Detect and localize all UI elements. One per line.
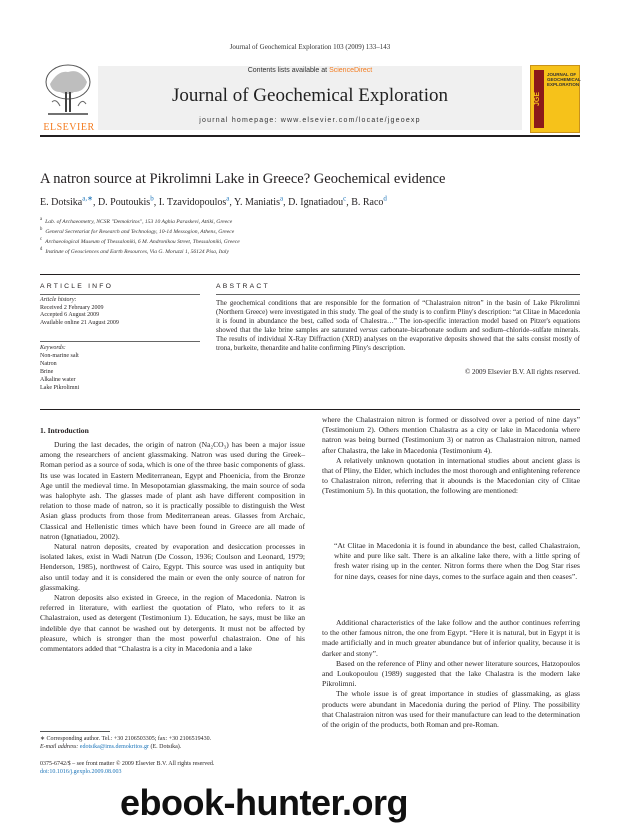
body-paragraph: where the Chalastraion nitron is formed or dissolved over a period of nine days” (Testimonium 2). Others mention Chalastra as a city or lake in Macedonia where natron was being burned (Testimonium 3) or natron as Chalastraion nitron, named after Chalastra, the lake in Macedonia (Testimonium 4).	[322, 415, 580, 455]
homepage-url[interactable]: www.elsevier.com/locate/jgeoexp	[280, 117, 421, 124]
keyword-item: Alkaline water	[40, 377, 76, 383]
abstract-rule	[216, 294, 580, 295]
abstract-text: The geochemical conditions that are responsible for the formation of “Chalastraion nitron” in the basin of Lake Pikrolimni (Northern Greece) were investigated in this study. The goal of the study is to confirm Pliny's description: “at Clitae in Macedonia it is found in abundance the best, called soda of Chalestra…” The ion-specific interaction model based on Pitzer's equations showed that the lake brine samples are saturated versus carbonate–bicarbonate sodium and sodium–chloride–sulfate minerals. The results of individual X-Ray Diffraction (XRD) analyses on the evaporative deposits showed that the salts consist mostly of trona, burkeite, thenardite and halite confirming Pliny's description.	[216, 299, 580, 352]
keywords-label: Keywords:	[40, 345, 66, 351]
header-rule	[40, 135, 580, 137]
affiliation-a: $^a$ Lab. of Archaeometry, NCSR "Demokritos", 153 10 Aghia Paraskevi, Attiki, Greece	[40, 217, 233, 225]
body-right-column	[322, 415, 580, 497]
history-label: Article history:	[40, 297, 77, 303]
info-top-rule	[40, 274, 580, 275]
sciencedirect-link[interactable]: ScienceDirect	[329, 67, 373, 74]
article-info-heading: ARTICLE INFO	[40, 283, 114, 290]
body-paragraph: The whole issue is of great importance in studies of glassmaking, as glass products were abundant in Macedonia during the period of Pliny. The possibility that Chalastraion nitron was used for their manufacture can lead to the determination of the origin of the products, both Roman and pre-Roman.	[322, 689, 580, 730]
homepage-prefix: journal homepage:	[199, 117, 281, 124]
author-1-affil[interactable]: b	[150, 195, 154, 203]
affiliation-b: $^b$ General Secretariat for Research and Technology, 10-14 Messogion, Athens, Greece	[40, 227, 235, 235]
journal-cover-thumbnail	[530, 65, 580, 133]
body-paragraph: Additional characteristics of the lake follow and the author continues referring to the other famous nitron, the one from Egypt. “Here it is natural, but in Egypt it is made artificially and in much greater abundance but of inferior quality, because it is darker and stony”.	[322, 618, 580, 658]
history-received: Received 2 February 2009	[40, 304, 104, 311]
body-paragraph: Natron deposits also existed in Greece, in the region of Macedonia. Natron is referred in literature, with earliest the quotation of Plato, who refers to it as Chalastraion, used as detergent (Testimonium 1). Education, he says, must be like an indelible dye that cannot be washed out by detergents. It must not be affected by pleasure, which is stronger than the most powerful chalastraion. One of his commentators added that “Chalastra is a city in Macedonia and a lake	[40, 593, 305, 654]
author-0: E. Dotsika$^{a,∗}$,	[40, 195, 98, 209]
article-info-rule	[40, 294, 200, 295]
cover-abbrev: JGE	[534, 70, 544, 128]
author-2: I. Tzavidopoulos$^a$,	[158, 195, 235, 209]
keywords-block	[40, 344, 200, 392]
footnote-rule	[40, 731, 110, 732]
email-link[interactable]: edotsika@ims.demokritos.gr	[79, 744, 149, 750]
issn-line: 0375-6742/$ – see front matter © 2009 Elsevier B.V. All rights reserved.	[40, 761, 215, 767]
cover-title: JOURNAL OF GEOCHEMICAL EXPLORATION	[547, 72, 581, 87]
corresponding-author: ∗ Corresponding author. Tel.: +30 2106503305; fax: +30 2106519430.	[40, 736, 212, 742]
contents-prefix: Contents lists available at	[247, 67, 330, 74]
author-1: D. Poutoukis$^b$,	[97, 195, 159, 209]
author-list	[40, 195, 600, 208]
author-4: D. Ignatiadou$^c$,	[288, 195, 352, 209]
author-3: Y. Maniatis$^a$,	[234, 195, 289, 209]
journal-name: Journal of Geochemical Exploration	[172, 85, 448, 106]
abstract-end-rule	[40, 409, 580, 410]
keyword-item: Natron	[40, 361, 57, 367]
doi-link[interactable]: doi:10.1016/j.gexplo.2009.08.003	[40, 769, 122, 775]
article-history	[40, 297, 200, 327]
copyright-notice: © 2009 Elsevier B.V. All rights reserved.	[464, 368, 580, 376]
keywords-rule	[40, 341, 200, 342]
keyword-item: Non-marine salt	[40, 353, 79, 359]
keyword-item: Lake Pikrolimni	[40, 385, 80, 391]
article-title: A natron source at Pikrolimni Lake in Greece? Geochemical evidence	[40, 171, 446, 187]
history-accepted: Accepted 6 August 2009	[40, 312, 100, 319]
affiliation-c: $^c$ Archaeological Museum of Thessaloniki, 6 M. Andronikou Street, Thessaloniki, Greece	[40, 237, 240, 245]
author-0-affil[interactable]: a,∗	[82, 195, 93, 203]
author-5: B. Raco$^d$	[351, 195, 387, 209]
history-online: Available online 21 August 2009	[40, 319, 119, 326]
journal-citation: Journal of Geochemical Exploration 103 (2009) 133–143	[229, 43, 391, 51]
affiliation-d: $^d$ Institute of Geosciences and Earth Resources, Via G. Moruzzi 1, 56124 Pisa, Italy	[40, 247, 229, 256]
body-paragraph: During the last decades, the origin of natron (Na₂CO₃) has been a major issue among the researchers of ancient glassmaking. Natron was used during the Greek–Roman period as a source of soda, which is one of the three basic components of glass. Its use was located in Eastern Mediterranean, Egypt and Phoenicia, from the Bronze Age until the medieval time. In Mesopotamian glassmaking, the main source of soda was halophyte ash. The glasses made of plant ash have different composition in relation to those made of natron, so it is practically possible to distinguish the West Asian glass products from those from Mediterranean areas. Glasses from Archaic, Classical and Hellenistic times which have been found in Greece are all made of natron (Ignatiadou, 2002).	[40, 440, 305, 541]
body-left-column	[40, 440, 305, 654]
author-2-affil[interactable]: a	[226, 195, 230, 203]
author-3-affil[interactable]: a	[279, 195, 284, 203]
body-right-column-continued	[322, 618, 580, 730]
publisher-logo-text: ELSEVIER	[43, 122, 95, 133]
author-4-affil[interactable]: c	[343, 195, 347, 203]
abstract-heading: ABSTRACT	[216, 283, 270, 290]
pliny-quote: “At Clitae in Macedonia it is found in abundance the best, called Chalastraion, white and pure like salt. There is an alkaline lake there, with a little spring of fresh water rising up in the center. Nitron forms there when the Dog Star rises for nine days, ceases for nine days, comes to the surface again and then ceases”.	[334, 541, 580, 581]
front-matter	[40, 760, 340, 776]
keyword-item: Brine	[40, 369, 54, 375]
section-heading: 1. Introduction	[40, 426, 89, 435]
author-5-affil[interactable]: d	[383, 195, 387, 203]
affiliation-list	[40, 216, 600, 256]
body-paragraph: Based on the reference of Pliny and other newer literature sources, Hatzopoulos and Loukopoulou (1989) suggested that the lake Chalastra is the modern lake Pikrolimni.	[322, 658, 580, 689]
watermark-text: ebook-hunter.org	[120, 782, 408, 823]
body-paragraph: A relatively unknown quotation in international studies about ancient glass is that of Pliny, the Elder, which includes the most thorough and enlightening reference to Chalastraion nitron, referring that it abounds is the Macedonian city of Clitae (Testimonium 5). In this quotation, the following are mentioned:	[322, 455, 580, 496]
corresponding-footnote	[40, 735, 305, 751]
body-paragraph: Natural natron deposits, created by evaporation and desiccation processes in isolated lakes, exist in Wadi Natrun (De Cosson, 1936; Coulson and Leonard, 1979; Henderson, 1985), northwest of Cairo, Egypt. This source was used in antiquity but also until today and it is considered the main or even the only source of natron for glassmaking.	[40, 542, 305, 592]
email-line: E-mail address: edotsika@ims.demokritos.gr (E. Dotsika).	[40, 744, 182, 750]
